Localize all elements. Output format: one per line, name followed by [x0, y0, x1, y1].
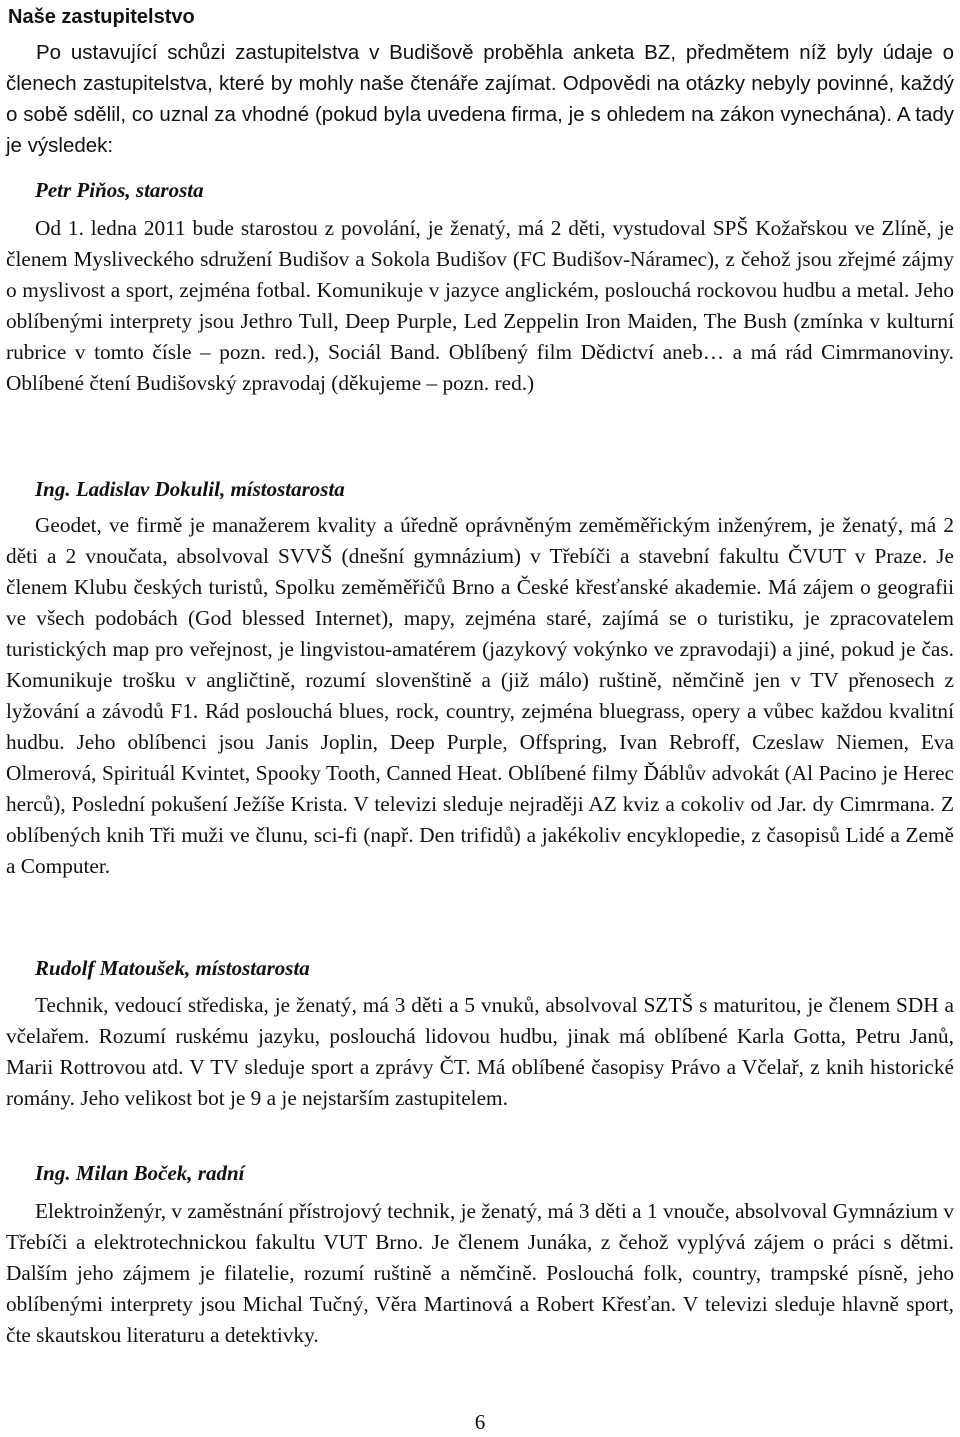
person-name: Petr Piňos, starosta — [35, 178, 204, 202]
person-description: Elektroinženýr, v zaměstnání přístrojový technik, je ženatý, má 3 děti a 1 vnouče, absolvoval Gymnázium v Třebíči a elektrotechnickou fakultu VUT Brno. Je členem Junáka, z čehož vyplývá zájem o práci s dětmi. Dalším jeho zájmem je filatelie, rozumí ruštině a němčině. Poslouchá folk, country, trampské písně, jeho oblíbenými interprety jsou Michal Tučný, Věra Martinová a Robert Křesťan. V televizi sleduje hlavně sport, čte skautskou literaturu a detektivky. — [6, 1199, 954, 1347]
person-description: Od 1. ledna 2011 bude starostou z povolání, je ženatý, má 2 děti, vystudoval SPŠ Kožařskou ve Zlíně, je členem Mysliveckého sdružení Budišov a Sokola Budišov (FC Budišov-Náramec), z čehož jsou zřejmé zájmy o myslivost a sport, zejména fotbal. Komunikuje v jazyce anglickém, poslouchá rockovou hudbu a metal. Jeho oblíbenými interprety jsou Jethro Tull, Deep Purple, Led Zeppelin Iron Maiden, The Bush (zmínka v kulturní rubrice v tomto čísle – pozn. red.), Sociál Band. Oblíbený film Dědictví aneb… a má rád Cimrmanoviny. Oblíbené čtení Budišovský zpravodaj (děkujeme – pozn. red.) — [6, 216, 954, 395]
person-name: Ing. Ladislav Dokulil, místostarosta — [35, 477, 345, 501]
person-description: Geodet, ve firmě je manažerem kvality a úředně oprávněným zeměměřickým inženýrem, je ženatý, má 2 děti a 2 vnoučata, absolvoval SVVŠ (dnešní gymnázium) v Třebíči a stavební fakultu ČVUT v Praze. Je členem Klubu českých turistů, Spolku zeměměřičů Brno a České křesťanské akademie. Má zájem o geografii ve všech podobách (God blessed Internet), mapy, zejména staré, zajímá se o turistiku, je zpracovatelem turistických map pro veřejnost, je lingvistou-amatérem (jazykový vokýnko ve zpravodaji) a jiné, pokud je čas. Komunikuje trošku v angličtině, rozumí slovenštině a (již málo) ruštině, němčině jen v TV přenosech z lyžování a závodů F1. Rád poslouchá blues, rock, country, zejména bluegrass, opery a vůbec každou kvalitní hudbu. Jeho oblíbenci jsou Janis Joplin, Deep Purple, Offspring, Ivan Rebroff, Czeslaw Niemen, Eva Olmerová, Spirituál Kvintet, Spooky Tooth, Canned Heat. Oblíbené filmy Ďáblův advokát (Al Pacino je Herec herců), Poslední pokušení Ježíše Krista. V televizi sleduje nejraději AZ kviz a cokoliv od Jar. dy Cimrmana. Z oblíbených knih Tři muži ve člunu, sci-fi (např. Den trifidů) a jakékoliv encyklopedie, z časopisů Lidé a Země a Computer. — [6, 513, 954, 878]
person-name: Ing. Milan Boček, radní — [35, 1161, 245, 1185]
intro-paragraph: Po ustavující schůzi zastupitelstva v Budišově proběhla anketa BZ, předmětem níž byly údaje o členech zastupitelstva, které by mohly naše čtenáře zajímat. Odpovědi na otázky nebyly povinné, každý o sobě sdělil, co uznal za vhodné (pokud byla uvedena firma, je s ohledem na zákon vynechána). A tady je výsledek: — [6, 41, 954, 157]
page-number: 6 — [474, 1410, 486, 1434]
person-name: Rudolf Matoušek, místostarosta — [35, 956, 310, 980]
section-title: Naše zastupitelstvo — [8, 6, 195, 28]
person-description: Technik, vedoucí střediska, je ženatý, má 3 děti a 5 vnuků, absolvoval SZTŠ s maturitou, je členem SDH a včelařem. Rozumí ruskému jazyku, poslouchá lidovou hudbu, jinak má oblíbené Karla Gotta, Petru Janů, Marii Rottrovou atd. V TV sleduje sport a zprávy ČT. Má oblíbené časopisy Právo a Včelař, z knih historické romány. Jeho velikost bot je 9 a je nejstarším zastupitelem. — [6, 993, 954, 1110]
